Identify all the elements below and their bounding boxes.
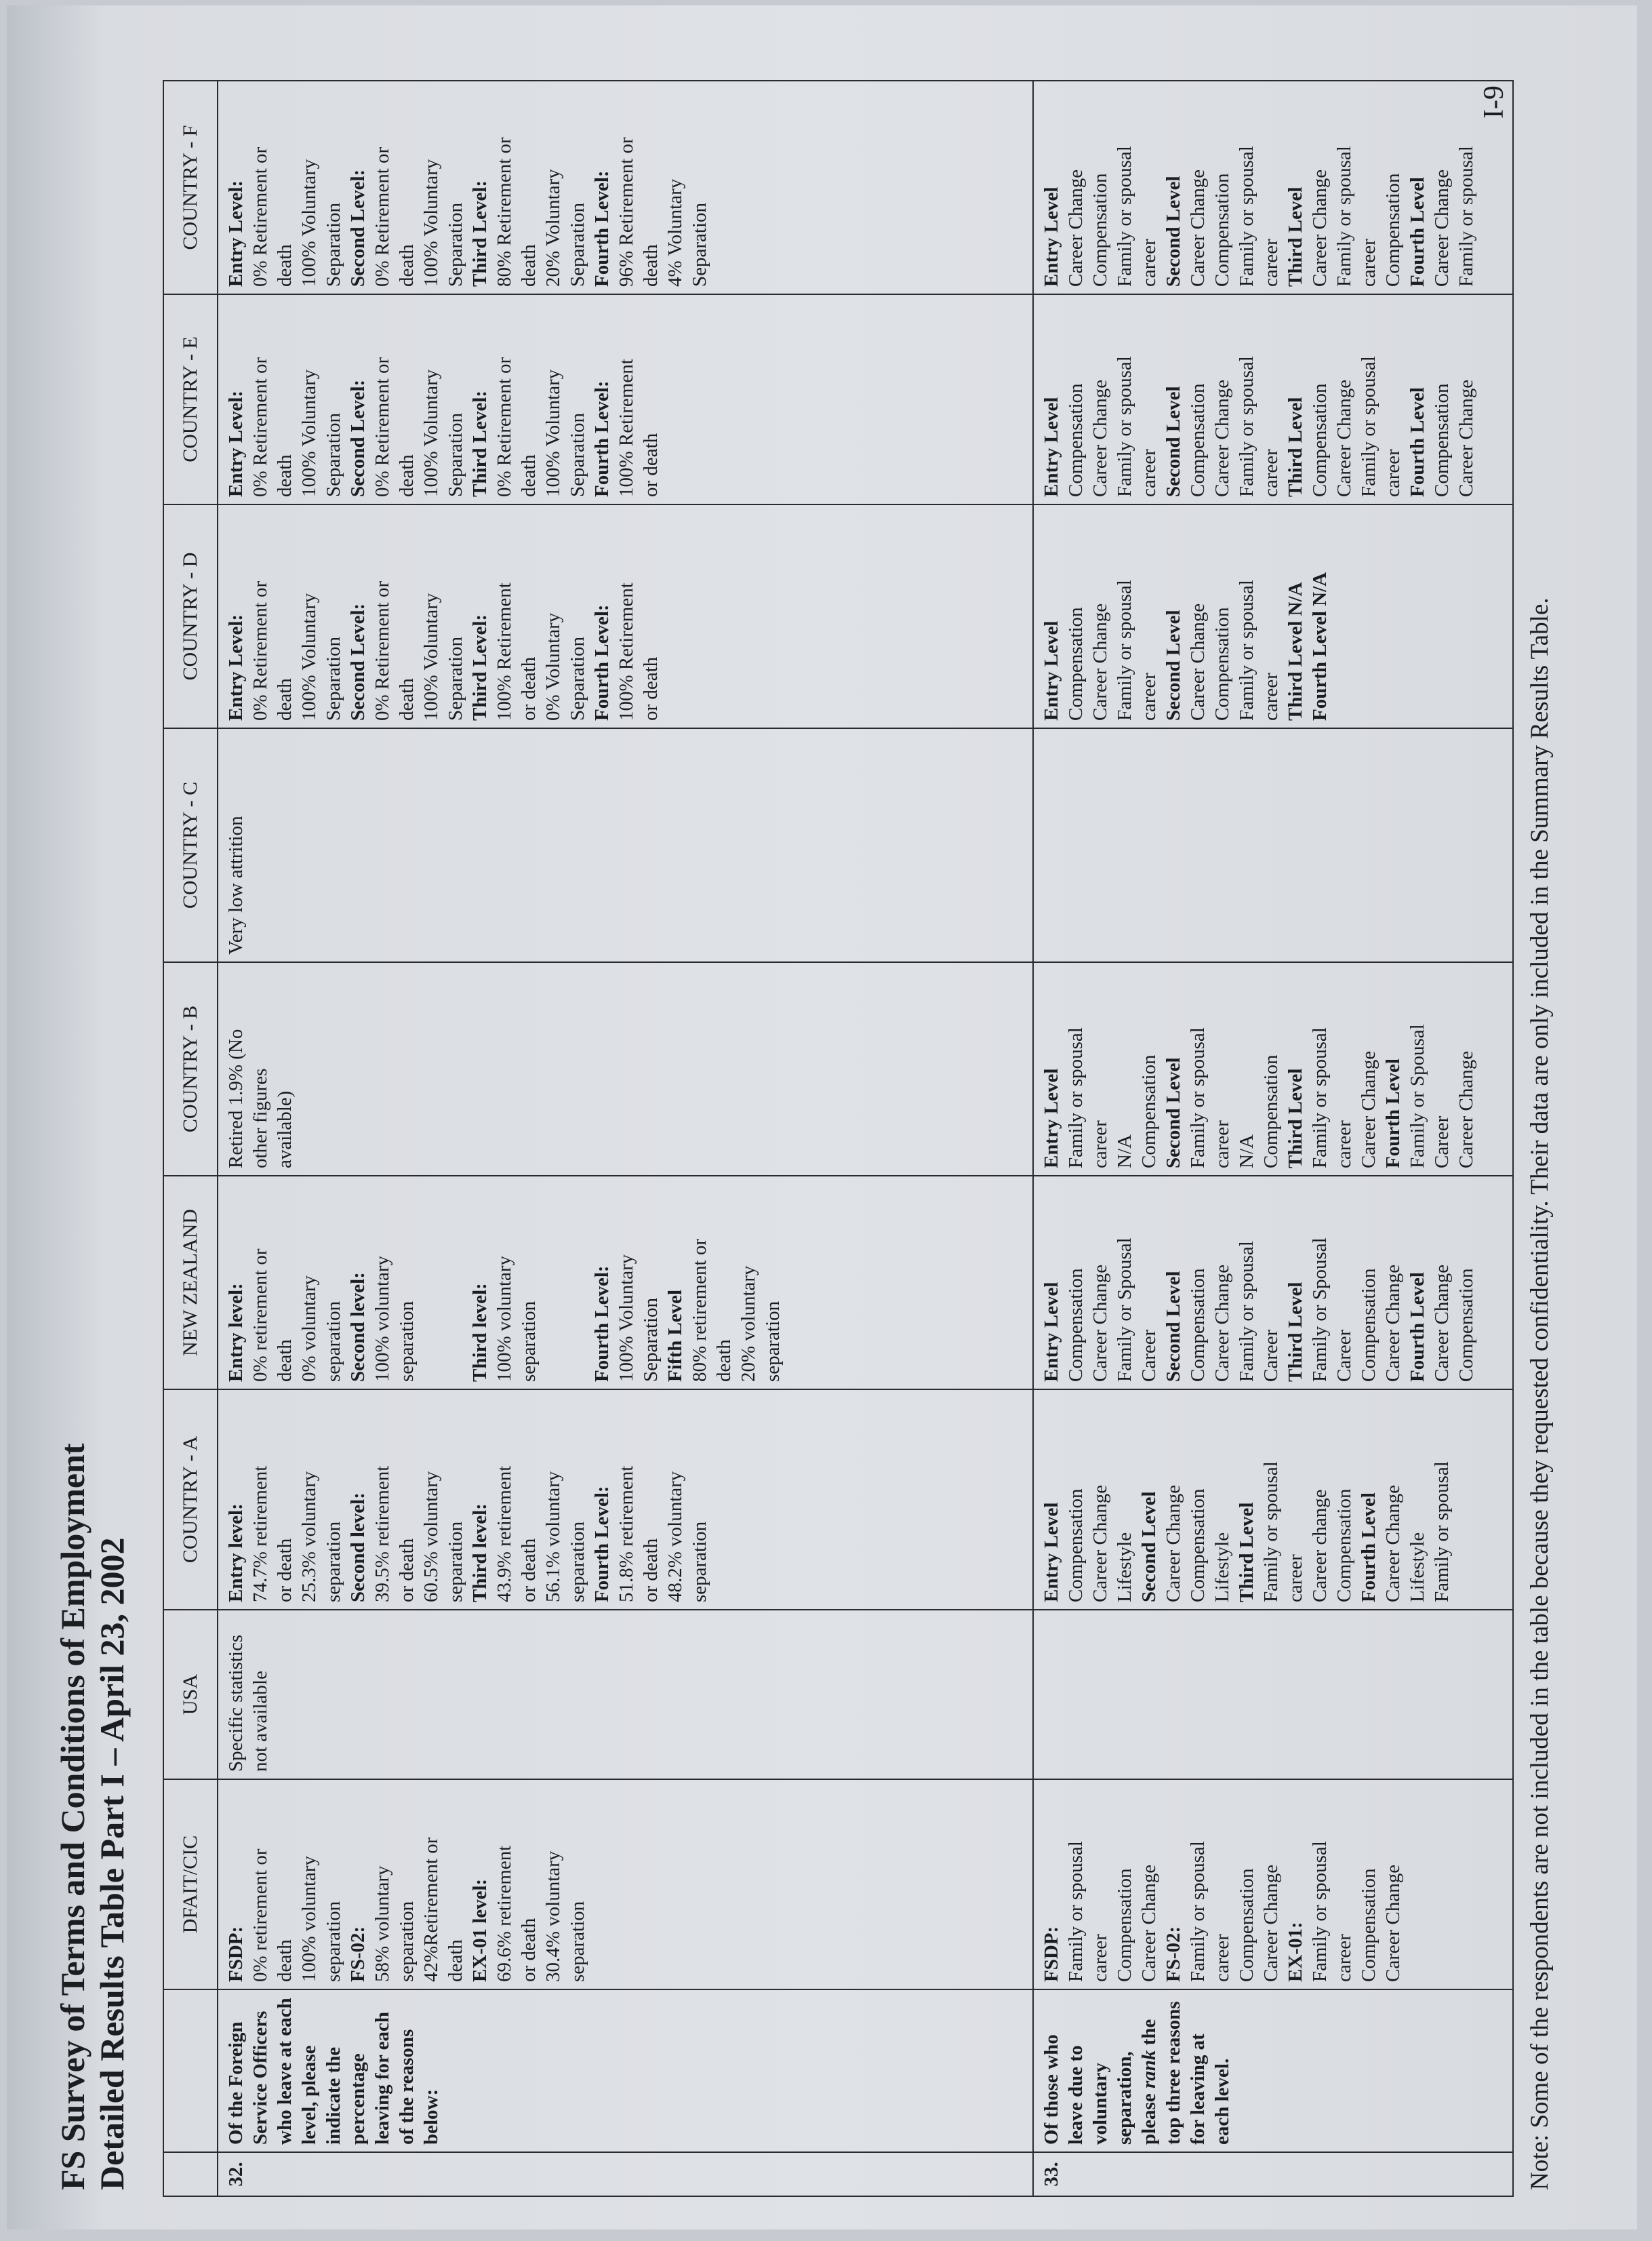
level-heading: Second Level:	[347, 603, 369, 721]
cell-line: 20% voluntary	[738, 1265, 759, 1382]
cell-line: Compensation	[1211, 607, 1233, 721]
cell-line: Separation	[323, 202, 344, 287]
level-heading: Third Level:	[469, 614, 491, 721]
cell-new-zealand	[1033, 1176, 1513, 1389]
cell-line: Compensation	[1382, 173, 1404, 287]
cell-line: Family or spousal	[1187, 1027, 1209, 1168]
cell-line: 0% retirement or	[249, 1248, 271, 1382]
cell-line: Separation	[445, 412, 466, 497]
col-header-country-f: COUNTRY - F	[163, 81, 218, 294]
cell-line: career	[1211, 1120, 1233, 1168]
cell-line: death	[274, 678, 296, 721]
level-heading: Third Level	[1285, 1282, 1306, 1382]
level-heading: Second Level:	[347, 379, 369, 497]
cell-line: career	[1089, 1934, 1111, 1982]
level-heading: Second Level	[1163, 1057, 1184, 1168]
table-row-33	[1033, 81, 1513, 2196]
level-heading: Third Level	[1285, 397, 1306, 497]
cell-line: Separation	[445, 202, 466, 287]
cell-line: death	[274, 1939, 296, 1982]
col-header-new-zealand: NEW ZEALAND	[163, 1176, 218, 1389]
cell-line: Lifestyle	[1114, 1532, 1135, 1602]
cell-line: Career Change	[1065, 169, 1087, 287]
cell-line: 100% Voluntary	[616, 1254, 637, 1382]
level-heading: Entry Level:	[225, 390, 247, 497]
cell-line: Career Change	[1089, 603, 1111, 721]
cell-line: Career	[1333, 1329, 1355, 1382]
cell-line: 0% retirement or	[249, 1848, 271, 1982]
cell-line: Career Change	[1358, 1050, 1379, 1168]
cell-line: Separation	[640, 1297, 662, 1382]
cell-line: Family or spousal	[1236, 580, 1257, 721]
cell-line: Compensation	[1309, 383, 1331, 497]
level-heading: Second Level	[1163, 386, 1184, 497]
table-row-32	[218, 81, 1033, 2196]
question-text-part: the top three reasons for leaving at each level.	[1138, 2001, 1233, 2145]
cell-line: career	[1358, 239, 1379, 287]
cell-line: or death	[640, 656, 662, 721]
cell-line: Career Change	[1333, 379, 1355, 497]
cell-country-d	[218, 504, 1033, 728]
level-heading: Third Level	[1285, 1068, 1306, 1168]
cell-line: Compensation	[1089, 173, 1111, 287]
cell-country-a	[218, 1389, 1033, 1610]
cell-line: Family or spousal	[1114, 580, 1135, 721]
level-heading: EX-01:	[1285, 1922, 1306, 1982]
level-heading: Entry Level	[1041, 1282, 1062, 1382]
cell-line: Compensation	[1358, 1868, 1379, 1982]
cell-line: or death	[518, 656, 540, 721]
cell-line: 39.5% retirement	[371, 1465, 393, 1602]
scanned-page	[7, 5, 1637, 2229]
cell-line: 0% Retirement or	[371, 580, 393, 721]
cell-line: Career Change	[1089, 379, 1111, 497]
level-heading: Third Level:	[469, 180, 491, 287]
cell-line: N/A	[1114, 1134, 1135, 1168]
level-heading: Entry Level:	[225, 180, 247, 287]
cell-line: separation	[567, 1521, 588, 1602]
cell-line: or death	[396, 1538, 418, 1602]
cell-line: career	[1138, 239, 1160, 287]
cell-line: Compensation	[1187, 1268, 1209, 1382]
cell-country-f	[1033, 81, 1513, 294]
cell-line: 100% Voluntary	[420, 159, 442, 287]
cell-line: Career Change	[1455, 379, 1477, 497]
level-heading: Entry Level	[1041, 1502, 1062, 1602]
cell-line: separation	[762, 1301, 784, 1382]
cell-line: or death	[640, 433, 662, 497]
cell-line: Family or spousal	[1236, 1241, 1257, 1382]
cell-line: death	[274, 454, 296, 497]
title-line-2: Detailed Results Table Part I – April 23, 2002	[93, 1537, 131, 2190]
cell-line: Career change	[1309, 1489, 1331, 1602]
level-heading: Entry level:	[225, 1283, 247, 1382]
cell-line: separation	[323, 1521, 344, 1602]
cell-line: career	[1211, 1934, 1233, 1982]
cell-line: separation	[396, 1301, 418, 1382]
cell-line: Family or spousal	[1114, 146, 1135, 287]
page-number: I-9	[1478, 85, 1510, 119]
cell-line: or death	[274, 1538, 296, 1602]
cell-line: Compensation	[1260, 1054, 1282, 1168]
cell-line: Separation	[323, 412, 344, 497]
cell-line: 43.9% retirement	[493, 1465, 515, 1602]
level-heading: Third Level:	[469, 390, 491, 497]
cell-line: Family or spousal	[1236, 356, 1257, 497]
cell-line: or death	[518, 1918, 540, 1982]
rotated-page-content	[7, 5, 1652, 2241]
cell-line: death	[396, 244, 418, 287]
cell-line: Career Change	[1187, 169, 1209, 287]
cell-line: Family or spousal	[1333, 146, 1355, 287]
question-text-part: Of those who leave due to voluntary separation, please	[1041, 2034, 1160, 2145]
col-header-dfait: DFAIT/CIC	[163, 1779, 218, 1989]
cell-line: 100% Retirement	[616, 359, 637, 497]
cell-line: career	[1285, 1554, 1306, 1602]
cell-line: 96% Retirement or	[616, 137, 637, 287]
col-header-country-d: COUNTRY - D	[163, 504, 218, 728]
cell-line: 51.8% retirement	[616, 1465, 637, 1602]
cell-line: 100% Voluntary	[420, 593, 442, 721]
cell-line: 80% retirement or	[689, 1239, 710, 1382]
cell-new-zealand	[218, 1176, 1033, 1389]
cell-line: Family or spousal	[1358, 356, 1379, 497]
cell-line: separation	[689, 1521, 710, 1602]
cell-line	[443, 1183, 468, 1382]
title-line-1: FS Survey of Terms and Conditions of Employment	[54, 1443, 92, 2190]
cell-line: Career Change	[1187, 603, 1209, 721]
cell-country-f	[218, 81, 1033, 294]
col-header-country-b: COUNTRY - B	[163, 962, 218, 1176]
cell-line: Family or spousal	[1065, 1841, 1087, 1982]
cell-country-e	[218, 294, 1033, 504]
level-heading: Entry level:	[225, 1503, 247, 1602]
question-text	[1033, 1989, 1513, 2152]
level-heading: Second Level	[1138, 1491, 1160, 1602]
level-heading: Fifth Level	[664, 1289, 686, 1382]
cell-line: 80% Retirement or	[493, 137, 515, 287]
cell-line: Family or spousal	[1260, 1461, 1282, 1602]
cell-line: career	[1333, 1120, 1355, 1168]
cell-line	[419, 1183, 443, 1382]
cell-line: Separation	[689, 202, 710, 287]
cell-line: N/A	[1236, 1134, 1257, 1168]
cell-line: 60.5% voluntary	[420, 1471, 442, 1602]
cell-line: Career Change	[1431, 169, 1453, 287]
cell-usa	[1033, 1610, 1513, 1779]
cell-line: Career Change	[1260, 1864, 1282, 1982]
cell-line: Career Change	[1382, 1484, 1404, 1602]
level-heading: Fourth Level:	[591, 170, 613, 287]
cell-line: Compensation	[1138, 1054, 1160, 1168]
cell-line: Separation	[445, 636, 466, 721]
cell-line: death	[518, 244, 540, 287]
cell-line: Very low attrition	[225, 816, 247, 955]
cell-line: Family or spousal	[1187, 1841, 1209, 1982]
cell-line: Career Change	[1455, 1050, 1477, 1168]
level-heading: Second Level	[1163, 176, 1184, 287]
cell-line: 0% Retirement or	[249, 580, 271, 721]
cell-line: death	[518, 454, 540, 497]
cell-line: Career	[1260, 1329, 1282, 1382]
cell-line: Family or Spousal	[1114, 1237, 1135, 1382]
question-number: 33.	[1033, 2152, 1513, 2196]
cell-line: career	[1333, 1934, 1355, 1982]
cell-line: Family or Spousal	[1309, 1237, 1331, 1382]
cell-line: career	[1138, 449, 1160, 497]
level-heading: EX-01 level:	[469, 1878, 491, 1982]
level-heading: Third Level N/A	[1285, 582, 1306, 721]
cell-line: Compensation	[1455, 1268, 1477, 1382]
cell-line: death	[274, 244, 296, 287]
cell-line: Lifestyle	[1407, 1532, 1428, 1602]
cell-line: 100% Voluntary	[298, 159, 320, 287]
cell-line: 100% Voluntary	[298, 593, 320, 721]
level-heading: Fourth Level	[1382, 1058, 1404, 1168]
level-heading: Fourth Level N/A	[1309, 572, 1331, 721]
cell-line: 25.3% voluntary	[298, 1471, 320, 1602]
cell-line: Career Change	[1211, 379, 1233, 497]
cell-country-e	[1033, 294, 1513, 504]
cell-line: or death	[640, 1538, 662, 1602]
cell-line: Compensation	[1333, 1488, 1355, 1602]
cell-line: Separation	[567, 202, 588, 287]
cell-line: Family or Spousal	[1407, 1024, 1428, 1168]
cell-line: not available	[249, 1671, 271, 1772]
level-heading: FS-02:	[1163, 1926, 1184, 1982]
cell-line: available)	[274, 1090, 296, 1168]
cell-line: Compensation	[1114, 1868, 1135, 1982]
cell-line: 0% voluntary	[298, 1275, 320, 1382]
cell-line: death	[445, 1939, 466, 1982]
cell-line: Separation	[567, 412, 588, 497]
level-heading: Third Level	[1285, 186, 1306, 287]
cell-line: 69.6% retirement	[493, 1845, 515, 1982]
cell-line: Career Change	[1163, 1484, 1184, 1602]
cell-line: Compensation	[1431, 383, 1453, 497]
document-title	[53, 1443, 132, 2190]
cell-line: Family or spousal	[1309, 1841, 1331, 1982]
cell-line: Family or spousal	[1309, 1027, 1331, 1168]
cell-usa	[218, 1610, 1033, 1779]
cell-line: 56.1% voluntary	[542, 1471, 564, 1602]
cell-line: 48.2% voluntary	[664, 1471, 686, 1602]
cell-line: 100% Retirement	[616, 582, 637, 721]
level-heading: Second Level	[1163, 610, 1184, 721]
cell-line: 0% Retirement or	[249, 146, 271, 287]
cell-line: Specific statistics	[225, 1634, 247, 1772]
cell-line: 0% Voluntary	[542, 612, 564, 721]
level-heading: Fourth Level	[1407, 1272, 1428, 1382]
level-heading: Fourth Level:	[591, 1486, 613, 1602]
col-header-num	[163, 2152, 218, 2196]
level-heading: Fourth Level:	[591, 604, 613, 721]
cell-line: separation	[396, 1901, 418, 1982]
cell-line: death	[713, 1339, 735, 1382]
cell-line	[565, 1183, 590, 1382]
cell-dfait	[1033, 1779, 1513, 1989]
cell-country-b	[218, 962, 1033, 1176]
cell-line: 42%Retirement or	[420, 1837, 442, 1982]
level-heading: Second Level:	[347, 169, 369, 287]
question-text-emphasis: rank	[1138, 2050, 1160, 2089]
cell-line: 100% voluntary	[371, 1255, 393, 1382]
cell-line: Separation	[567, 636, 588, 721]
cell-line: Compensation	[1211, 173, 1233, 287]
cell-line: Compensation	[1065, 1268, 1087, 1382]
level-heading: Entry Level	[1041, 1068, 1062, 1168]
level-heading: Entry Level	[1041, 186, 1062, 287]
cell-line: 100% Voluntary	[542, 369, 564, 497]
col-header-country-c: COUNTRY - C	[163, 728, 218, 962]
cell-line: separation	[445, 1521, 466, 1602]
level-heading: Fourth Level:	[591, 1265, 613, 1382]
level-heading: FSDP:	[225, 1926, 247, 1982]
cell-line: Compensation	[1065, 383, 1087, 497]
col-header-question	[163, 1989, 218, 2152]
cell-line: career	[1382, 449, 1404, 497]
col-header-usa: USA	[163, 1610, 218, 1779]
level-heading: Entry Level	[1041, 620, 1062, 721]
level-heading: Fourth Level	[1358, 1492, 1379, 1602]
cell-line: separation	[323, 1301, 344, 1382]
cell-country-c	[218, 728, 1033, 962]
cell-dfait	[218, 1779, 1033, 1989]
cell-line: 100% Voluntary	[298, 369, 320, 497]
cell-line: separation	[518, 1301, 540, 1382]
cell-line: Career Change	[1382, 1864, 1404, 1982]
col-header-country-a: COUNTRY - A	[163, 1389, 218, 1610]
cell-line: death	[640, 244, 662, 287]
cell-line: Retired 1.9% (No	[225, 1029, 247, 1168]
level-heading: Second level:	[347, 1492, 369, 1602]
cell-line: Career Change	[1382, 1264, 1404, 1382]
cell-country-b	[1033, 962, 1513, 1176]
cell-line: Career	[1138, 1329, 1160, 1382]
level-heading: Third Level	[1236, 1502, 1257, 1602]
level-heading: Entry Level	[1041, 397, 1062, 497]
cell-line: death	[396, 454, 418, 497]
cell-line: Compensation	[1236, 1868, 1257, 1982]
results-table	[163, 80, 1514, 2197]
level-heading: Fourth Level:	[591, 380, 613, 497]
cell-line: 100% voluntary	[298, 1855, 320, 1982]
level-heading: Second Level	[1163, 1271, 1184, 1382]
cell-line: 0% Retirement or	[371, 357, 393, 497]
question-text: Of the Foreign Service Officers who leave at each level, please indicate the percentage leaving for each of the reasons below:	[218, 1989, 1033, 2152]
cell-line: career	[1138, 673, 1160, 721]
cell-line: career	[1089, 1120, 1111, 1168]
level-heading: FSDP:	[1041, 1926, 1062, 1982]
cell-line: Career Change	[1431, 1264, 1453, 1382]
cell-line: 0% Retirement or	[493, 357, 515, 497]
cell-line: 100% Voluntary	[420, 369, 442, 497]
cell-line: Compensation	[1187, 383, 1209, 497]
cell-line: Lifestyle	[1211, 1532, 1233, 1602]
cell-line: Compensation	[1065, 607, 1087, 721]
cell-line: career	[1260, 673, 1282, 721]
cell-country-c	[1033, 728, 1513, 962]
cell-line: 4% Voluntary	[664, 178, 686, 287]
level-heading: Third level:	[469, 1503, 491, 1602]
level-heading: Third level:	[469, 1283, 491, 1382]
footnote: Note: Some of the respondents are not included in the table because they requested confidentiality. Their data are only included in the Summary Results Table.	[1526, 597, 1554, 2190]
cell-line: Career	[1431, 1115, 1453, 1168]
cell-country-d	[1033, 504, 1513, 728]
cell-line: death	[274, 1339, 296, 1382]
cell-line: Career Change	[1089, 1264, 1111, 1382]
cell-line: 0% Retirement or	[249, 357, 271, 497]
cell-line: Family or spousal	[1455, 146, 1477, 287]
cell-line: Compensation	[1187, 1488, 1209, 1602]
cell-line: 0% Retirement or	[371, 146, 393, 287]
level-heading: Entry Level:	[225, 614, 247, 721]
header-row	[163, 81, 218, 2196]
cell-line: Family or spousal	[1236, 146, 1257, 287]
cell-line: Career Change	[1089, 1484, 1111, 1602]
cell-line: 100% voluntary	[493, 1255, 515, 1382]
level-heading: FS-02:	[347, 1926, 369, 1982]
cell-line: Career Change	[1138, 1864, 1160, 1982]
cell-line: Family or spousal	[1114, 356, 1135, 497]
cell-line: Career Change	[1309, 169, 1331, 287]
cell-line: 100% Retirement	[493, 582, 515, 721]
cell-line: death	[396, 678, 418, 721]
cell-line	[541, 1183, 565, 1382]
cell-line: 20% Voluntary	[542, 169, 564, 287]
cell-line: 74.7% retirement	[249, 1465, 271, 1602]
question-number: 32.	[218, 2152, 1033, 2196]
cell-line: Career Change	[1211, 1264, 1233, 1382]
cell-line: Family or spousal	[1431, 1461, 1453, 1602]
level-heading: Fourth Level	[1407, 387, 1428, 497]
cell-line: career	[1260, 449, 1282, 497]
cell-line: Compensation	[1065, 1488, 1087, 1602]
cell-line: Compensation	[1358, 1268, 1379, 1382]
level-heading: Fourth Level	[1407, 177, 1428, 287]
cell-line: Family or spousal	[1065, 1027, 1087, 1168]
cell-line: 30.4% voluntary	[542, 1850, 564, 1982]
level-heading: Second level:	[347, 1272, 369, 1382]
col-header-country-e: COUNTRY - E	[163, 294, 218, 504]
cell-line: 58% voluntary	[371, 1865, 393, 1982]
cell-line: separation	[567, 1901, 588, 1982]
cell-line: other figures	[249, 1068, 271, 1168]
cell-country-a	[1033, 1389, 1513, 1610]
cell-line: Separation	[323, 636, 344, 721]
cell-line: or death	[518, 1538, 540, 1602]
cell-line: separation	[323, 1901, 344, 1982]
cell-line: career	[1260, 239, 1282, 287]
